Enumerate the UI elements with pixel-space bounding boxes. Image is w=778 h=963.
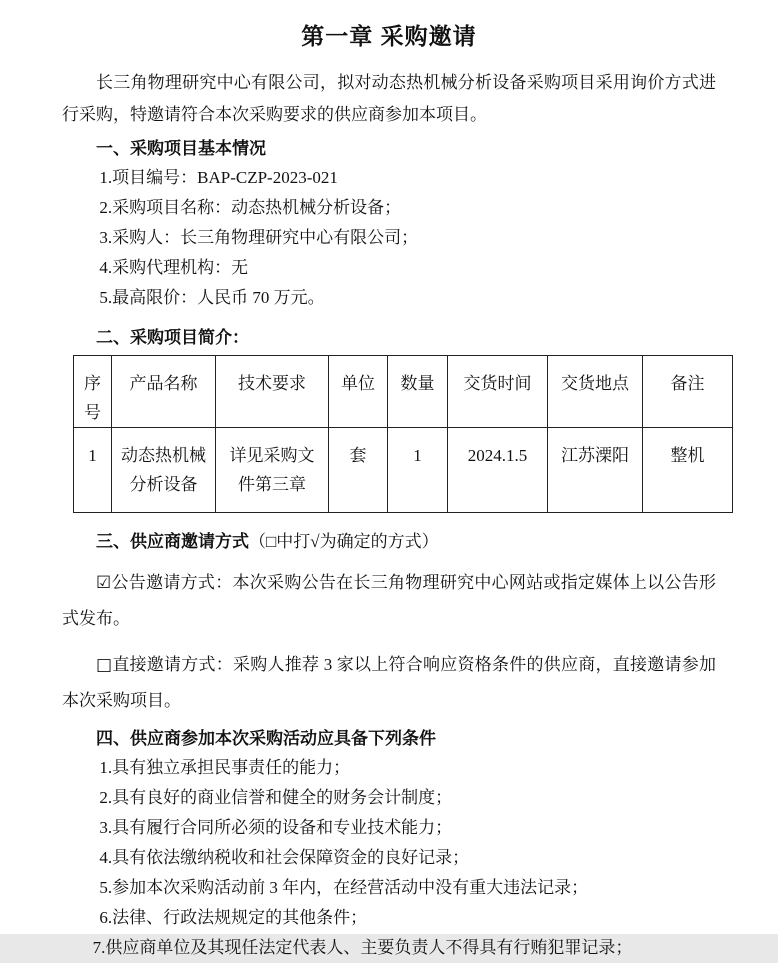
list-item: 3.具有履行合同所必须的设备和专业技术能力； [99, 818, 453, 837]
section-3-heading [62, 530, 716, 554]
table-cell-quantity: 1 [388, 428, 448, 513]
checked-checkbox-icon: ☑ [96, 573, 112, 593]
list-item: 7.供应商单位及其现任法定代表人、主要负责人不得具有行贿犯罪记录； [92, 938, 633, 957]
column-header: 交货地点 [548, 356, 643, 428]
list-item: 2.具有良好的商业信誉和健全的财务会计制度； [99, 788, 453, 807]
page-title: 第一章 采购邀请 [301, 23, 477, 49]
list-item: 4.具有依法缴纳税收和社会保障资金的良好记录； [99, 848, 470, 867]
column-header: 数量 [388, 356, 448, 428]
section-4-heading: 四、供应商参加本次采购活动应具备下列条件 [96, 729, 436, 748]
column-header: 备注 [643, 356, 733, 428]
invitation-option-announcement [62, 565, 716, 636]
table-cell-remark: 整机 [643, 428, 733, 513]
column-header: 交货时间 [448, 356, 548, 428]
list-item: 2.采购项目名称：动态热机械分析设备； [99, 198, 402, 217]
invitation-option-announcement-text: 公告邀请方式：本次采购公告在长三角物理研究中心网站或指定媒体上以公告形式发布。 [62, 573, 716, 628]
section-1-items [62, 163, 716, 313]
column-header: 序号 [74, 356, 112, 428]
invitation-option-direct-text: 直接邀请方式：采购人推荐 3 家以上符合响应资格条件的供应商，直接邀请参加本次采购项目。 [62, 655, 717, 710]
intro-paragraph: 长三角物理研究中心有限公司，拟对动态热机械分析设备采购项目采用询价方式进行采购，特邀请符合本次采购要求的供应商参加本项目。 [62, 73, 716, 124]
project-summary-table [73, 355, 733, 513]
table-cell-tech-requirement: 详见采购文件第三章 [216, 428, 329, 513]
table-cell-delivery-place: 江苏溧阳 [548, 428, 643, 513]
section-3-heading-note: （□中打√为确定的方式） [249, 532, 439, 551]
column-header: 技术要求 [216, 356, 329, 428]
table-header-row [74, 356, 733, 428]
table-cell-delivery-time: 2024.1.5 [448, 428, 548, 513]
list-item: 3.采购人：长三角物理研究中心有限公司； [99, 228, 419, 247]
invitation-option-direct [62, 647, 716, 718]
table-row [74, 428, 733, 513]
table-cell-unit: 套 [329, 428, 388, 513]
section-3-heading-text: 三、供应商邀请方式 [96, 532, 249, 551]
column-header: 单位 [329, 356, 388, 428]
list-item: 5.参加本次采购活动前 3 年内，在经营活动中没有重大违法记录； [99, 878, 589, 897]
list-item: 1.项目编号：BAP-CZP-2023-021 [99, 168, 338, 187]
list-item: 5.最高限价：人民币 70 万元。 [99, 288, 325, 307]
table-cell-seq: 1 [74, 428, 112, 513]
column-header: 产品名称 [112, 356, 216, 428]
section-1-heading: 一、采购项目基本情况 [96, 139, 266, 158]
list-item: 6.法律、行政法规规定的其他条件； [99, 908, 368, 927]
unchecked-checkbox-icon: □ [96, 655, 113, 675]
list-item: 1.具有独立承担民事责任的能力； [99, 758, 351, 777]
section-2-heading: 二、采购项目简介： [96, 328, 249, 347]
list-item: 4.采购代理机构：无 [99, 258, 249, 277]
section-4-items [62, 753, 716, 963]
table-cell-product-name: 动态热机械分析设备 [112, 428, 216, 513]
